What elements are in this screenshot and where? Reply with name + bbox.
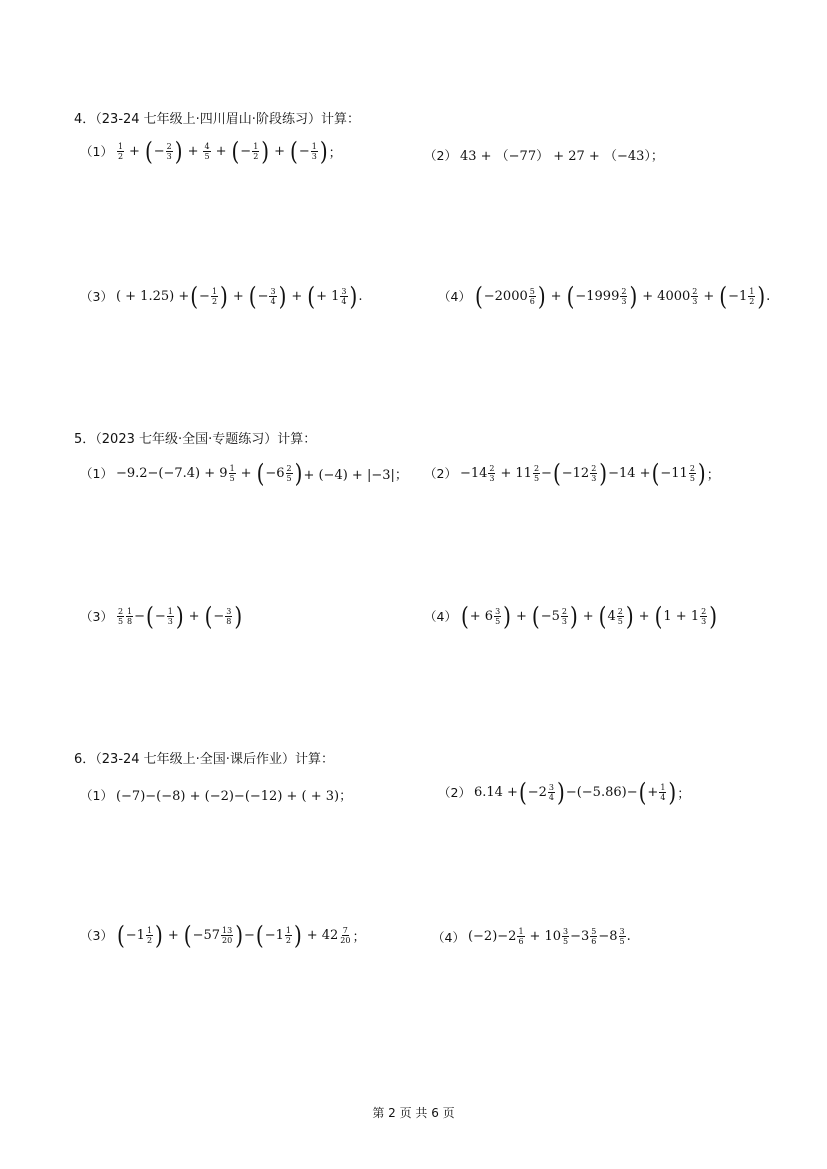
q5-part-1 [80, 458, 408, 488]
q4-part-3 [80, 281, 363, 311]
q6-part-1 [80, 785, 352, 804]
part-number: （4） [432, 929, 465, 945]
q5-expr-3: $\frac{2}{5}$ $\frac{1}{8}$ − ( − $\frac{1}{3}$ ) + ( − $\frac{3}{8}$ ) [117, 601, 243, 631]
q4-part-4 [438, 281, 771, 311]
q4-expr-1: $\frac{1}{2}$ + ( − $\frac{2}{3}$ ) + $\frac{4}{5}$ + ( − $\frac{1}{2}$ ) + ( − $\frac{1}{3}$ ) ； [117, 136, 342, 166]
part-number: （1） [80, 787, 113, 803]
q5-expr-2: −14 $\frac{2}{3}$ + 11 $\frac{2}{5}$ − ( −12 $\frac{2}{3}$ ) −14 + ( −11 $\frac{2}{5}$ ) ； [459, 458, 720, 488]
part-number: （2） [438, 785, 471, 800]
expr-text: (−2)−2 [467, 929, 517, 944]
part-number: （4） [424, 609, 457, 624]
q4-expr-3: ( + 1.25) + ( − $\frac{1}{2}$ ) + ( − $\frac{3}{4}$ ) + ( + 1 $\frac{3}{4}$ ) . [115, 281, 363, 311]
expr-text: + (−4) + |−3|； [303, 467, 408, 483]
q4-expr-4: ( −2000 $\frac{5}{6}$ ) + ( −1999 $\frac{2}{3}$ ) + 4000 $\frac{2}{3}$ + ( −1 $\frac{1}{2}$ ) . [474, 281, 771, 311]
part-number: （3） [80, 928, 113, 943]
expr-text: −9.2−(−7.4) + 9 [115, 465, 228, 481]
q6-part-4 [432, 927, 631, 946]
q6-part-3 [80, 920, 366, 950]
q4-expr-2: 43 + （−77） + 27 + （−43）； [459, 149, 664, 164]
q5-expr-1: −9.2−(−7.4) + 9 $\frac{1}{5}$ + ( −6 $\frac{2}{5}$ ) + (−4) + |−3|； [115, 458, 408, 488]
expr-text: 6.14 + [473, 784, 518, 800]
expr-text: −14 [459, 465, 488, 481]
q5-part-2 [424, 458, 720, 488]
question-5-title: 5．（2023 七年级·全国·专题练习）计算： [74, 432, 317, 447]
part-number: （1） [80, 466, 113, 481]
q6-expr-2: 6.14 + ( −2 $\frac{3}{4}$ ) −(−5.86)− ( + $\frac{1}{4}$ ) ； [473, 777, 691, 807]
part-number: （1） [80, 144, 113, 159]
q5-part-4 [424, 601, 718, 631]
q6-part-2 [438, 777, 691, 807]
part-number: （2） [424, 466, 457, 481]
expr-text: −(−5.86)− [565, 784, 638, 800]
q5-expr-4: ( + 6 $\frac{3}{5}$ ) + ( −5 $\frac{2}{3}$ ) + ( 4 $\frac{2}{5}$ ) + ( 1 + 1 $\frac{2}{3}$ ) [460, 601, 717, 631]
part-number: （2） [424, 147, 457, 163]
q6-expr-1: (−7)−(−8) + (−2)−(−12) + ( + 3)； [115, 789, 353, 804]
q6-expr-4: (−2)−2 $\frac{1}{6}$ + 10 $\frac{3}{5}$ −3 $\frac{5}{6}$ −8 $\frac{3}{5}$ . [467, 927, 631, 946]
expr-text: ( + 1.25) + [115, 288, 190, 304]
expr-text: −14 + [608, 465, 651, 481]
q6-expr-3: ( −1 $\frac{1}{2}$ ) + ( −57 $\frac{13}{20}$ ) − ( −1 $\frac{1}{2}$ ) + 42 $\frac{7}{20}$ ； [116, 920, 366, 950]
question-4-title: 4．（23-24 七年级上·四川眉山·阶段练习）计算： [74, 112, 360, 127]
q4-part-2 [424, 145, 664, 164]
part-number: （3） [80, 609, 113, 624]
question-6-title: 6．（23-24 七年级上·全国·课后作业）计算： [74, 752, 334, 767]
part-number: （3） [80, 289, 113, 304]
q5-part-3 [80, 601, 243, 631]
part-number: （4） [438, 289, 471, 304]
q4-part-1 [80, 136, 342, 166]
page-footer: 第 2 页 共 6 页 [372, 1106, 455, 1120]
